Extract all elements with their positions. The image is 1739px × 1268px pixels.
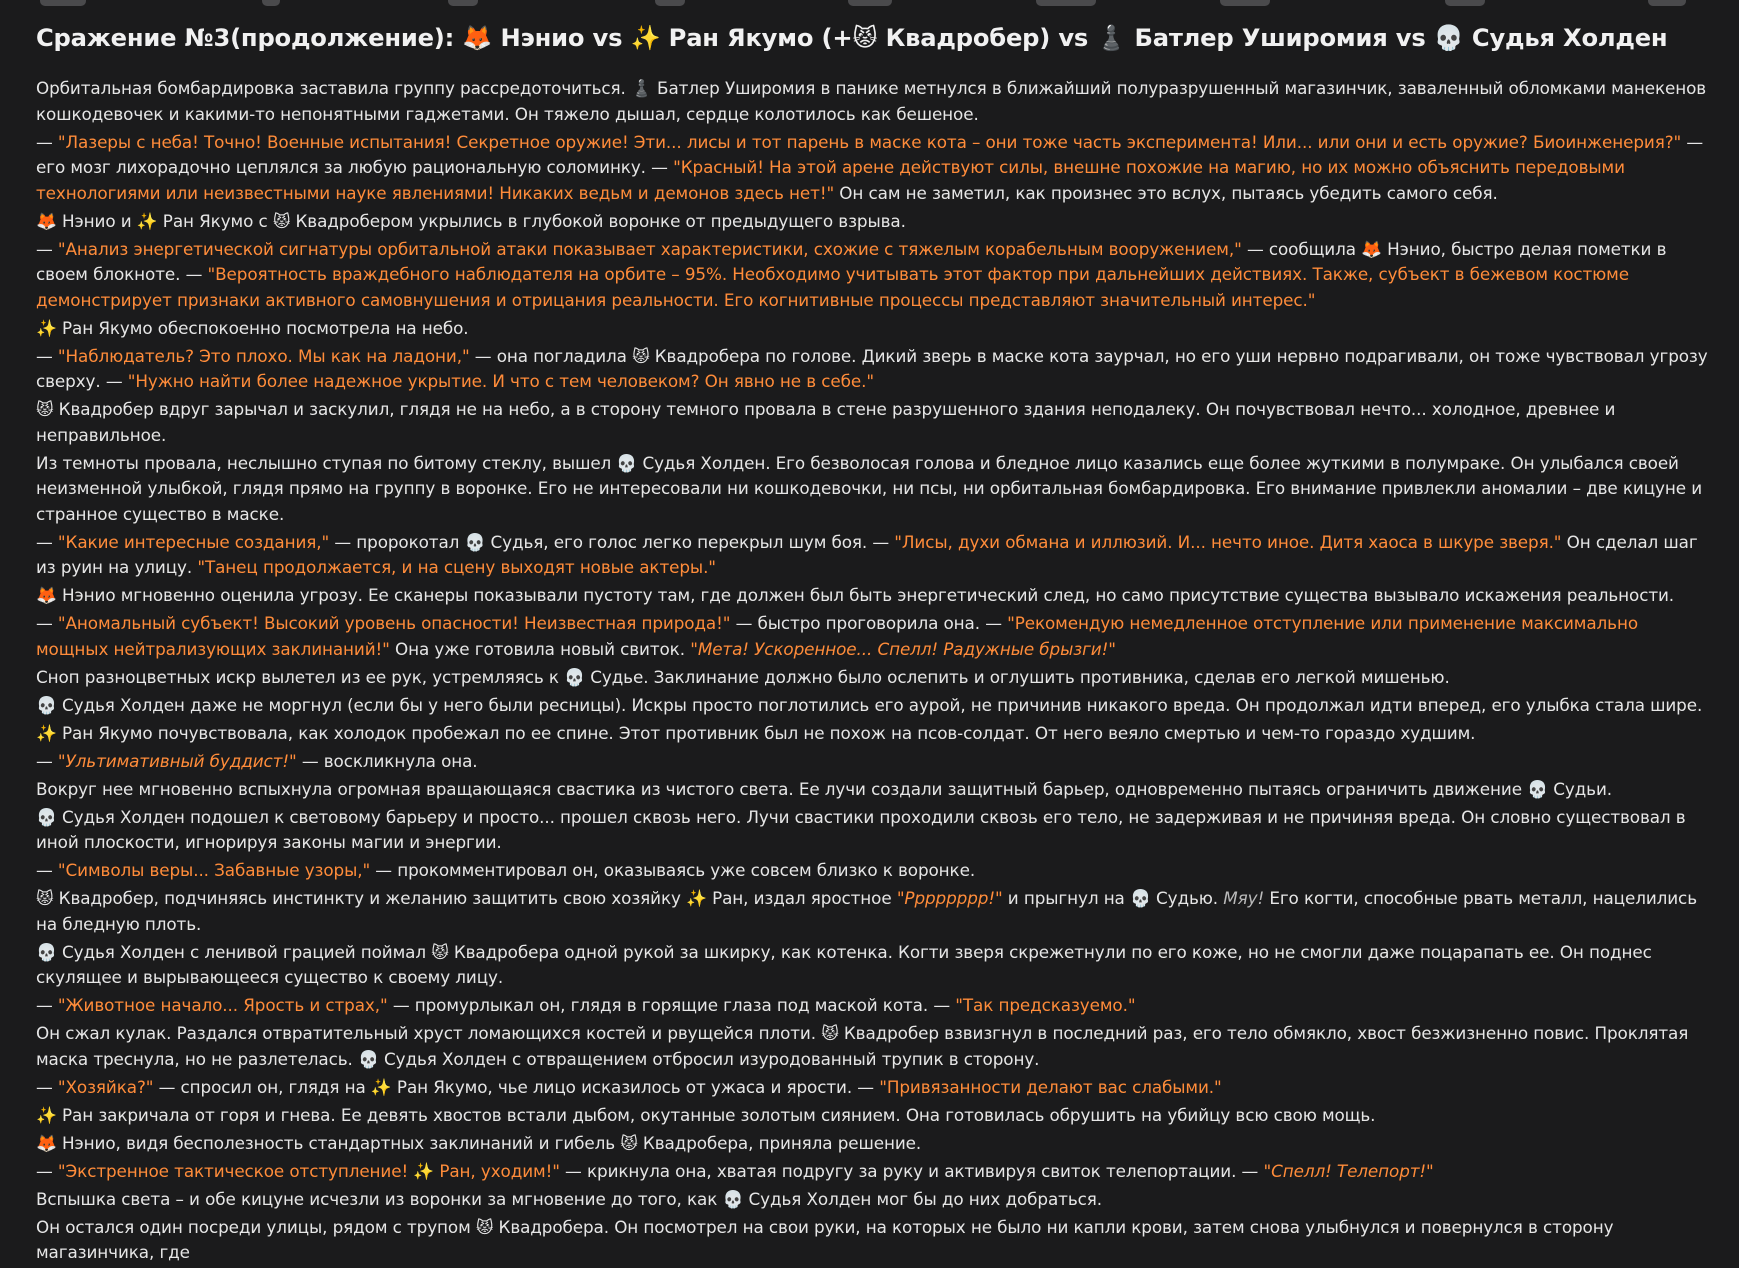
dialogue-quote: "Красный! На этой арене действуют силы, внешне похожие на магию, но их можно объяснить передовыми технологиями или неизвестными науке явлениями! Никаких ведьм и демонов здесь нет!" [36, 157, 1625, 203]
story-paragraph [36, 777, 1708, 803]
story-paragraph [36, 886, 1708, 937]
emphasis-text: Мяу! [1223, 888, 1265, 908]
narration-text: Орбитальная бомбардировка заставила группу рассредоточиться. ♟️ Батлер Уширомия в панике метнулся в ближайший полуразрушенный магазинчик, заваленный обломками манекенов кошкодевочек и какими-то непонятными гаджетами. Он тяжело дышал, сердце колотилось как бешеное. [36, 78, 1707, 124]
dialogue-quote: "Танец продолжается, и на сцену выходят новые актеры." [197, 557, 716, 577]
story-paragraph [36, 721, 1708, 747]
narration-text: Она уже готовила новый свиток. [389, 638, 691, 659]
narration-text: — быстро проговорила она. — [730, 613, 1008, 633]
story-paragraph [36, 693, 1708, 719]
narration-text: — [36, 131, 58, 152]
story-paragraph [36, 805, 1708, 856]
nav-icon[interactable] [1648, 0, 1686, 6]
narration-text: — промурлыкал он, глядя в горящие глаза под маской кота. — [387, 995, 956, 1015]
dialogue-quote: "Аномальный субъект! Высокий уровень опасности! Неизвестная природа!" [57, 613, 731, 633]
narration-text: ✨ Ран Якумо почувствовала, как холодок пробежал по ее спине. Этот противник был не похож на псов-солдат. От него веяло смертью и чем-то гораздо худшим. [36, 722, 1476, 743]
nav-icon[interactable] [1445, 0, 1485, 6]
narration-text: 😾 Квадробер, подчиняясь инстинкту и желанию защитить свою хозяйку ✨ Ран, издал яростное [36, 888, 897, 908]
narration-text: — [36, 531, 58, 552]
nav-icon[interactable] [1220, 0, 1270, 6]
narration-text: Он сжал кулак. Раздался отвратительный хруст ломающихся костей и рвущейся плоти. 😾 Квадробер взвизгнул в последний раз, его тело обмякло, хвост безжизненно повис. Проклятая маска треснула, но не разлетелась. 💀 Судья Холден с отвращением отбросил изуродованный трупик в сторону. [36, 1023, 1689, 1069]
narration-text: — прокомментировал он, оказываясь уже совсем близко к воронке. [370, 860, 976, 880]
nav-icon[interactable] [448, 0, 478, 6]
narration-text: 🦊 Нэнио мгновенно оценила угрозу. Ее сканеры показывали пустоту там, где должен был быть энергетический след, но само присутствие существа вызывало искажения реальности. [36, 585, 1675, 605]
narration-text: — сообщила 🦊 Нэнио, быстро делая пометки в своем блокноте. — [36, 238, 1667, 284]
story-paragraph [36, 611, 1708, 662]
story-paragraph [36, 130, 1708, 207]
nav-icon[interactable] [1036, 0, 1096, 6]
narration-text: Вокруг нее мгновенно вспыхнула огромная вращающаяся свастика из чистого света. Ее лучи создали защитный барьер, одновременно пытаясь ограничить движение 💀 Судьи. [36, 778, 1612, 799]
story-paragraph [36, 209, 1708, 235]
story-paragraph [36, 1215, 1708, 1266]
narration-text: 😾 Квадробер вдруг зарычал и заскулил, глядя не на небо, а в сторону темного провала в стене разрушенного здания неподалеку. Он почувствовал нечто... холодное, древнее и неправильное. [36, 399, 1616, 445]
narration-text: Он сделал шаг из руин на улицу. [36, 531, 1698, 577]
story-paragraph [36, 1021, 1708, 1072]
story-paragraph [36, 451, 1708, 528]
narration-text: — пророкотал 💀 Судья, его голос легко перекрыл шум боя. — [329, 531, 895, 552]
story-paragraph [36, 1187, 1708, 1213]
story-paragraph [36, 749, 1708, 775]
story-paragraph [36, 1075, 1708, 1101]
dialogue-quote: "Анализ энергетической сигнатуры орбитальной атаки показывает характеристики, схожие с тяжелым корабельным вооружением," [57, 238, 1242, 259]
spell-quote: "Ультимативный буддист!" [57, 750, 297, 771]
dialogue-quote: "Рекомендую немедленное отступление или применение максимально мощных нейтрализующих заклинаний!" [36, 613, 1638, 659]
dialogue-quote: "Наблюдатель? Это плохо. Мы как на ладони," [57, 345, 470, 366]
dialogue-quote: "Символы веры... Забавные узоры," [57, 860, 371, 880]
story-paragraph [36, 530, 1708, 581]
story-paragraph [36, 344, 1708, 395]
narration-text: Сноп разноцветных искр вылетел из ее рук, устремляясь к 💀 Судье. Заклинание должно было ослепить и оглушить противника, сделав его легкой мишенью. [36, 666, 1450, 687]
dialogue-quote: "Хозяйка?" [57, 1076, 154, 1097]
narration-text: — [36, 345, 58, 366]
narration-text: 💀 Судья Холден даже не моргнул (если бы у него были ресницы). Искры просто поглотились его аурой, не причинив никакого вреда. Он продолжал идти вперед, его улыбка стала шире. [36, 694, 1703, 715]
narration-text: — [36, 1160, 58, 1181]
story-paragraph [36, 237, 1708, 314]
narration-text: 💀 Судья Холден подошел к световому барьеру и просто... прошел сквозь него. Лучи свастики проходили сквозь его тело, не задерживая и не причиняя вреда. Он словно существовал в иной плоскости, игнорируя законы магии и энергии. [36, 806, 1686, 852]
narration-text: — [36, 1076, 58, 1097]
story-paragraph [36, 76, 1708, 127]
dialogue-quote: "Лисы, духи обмана и иллюзий. И... нечто иное. Дитя хаоса в шкуре зверя." [894, 531, 1562, 552]
narration-text: — воскликнула она. [296, 750, 478, 771]
narration-text: — она погладила 😾 Квадробера по голове. Дикий зверь в маске кота заурчал, но его уши нервно подрагивали, он тоже чувствовал угрозу сверху. — [36, 345, 1708, 391]
story-paragraph [36, 1159, 1708, 1185]
spell-quote: "Спелл! Телепорт!" [1263, 1160, 1434, 1181]
nav-icon[interactable] [40, 0, 86, 6]
story-paragraph [36, 1131, 1708, 1157]
top-nav-strip [0, 0, 1739, 14]
spell-quote: "Рррррррр!" [896, 888, 1003, 908]
battle-article [36, 20, 1708, 1268]
narration-text: 💀 Судья Холден с ленивой грацией поймал 😾 Квадробера одной рукой за шкирку, как котенка. Когти зверя скрежетнули по его коже, но не смогли даже поцарапать ее. Он поднес скулящее и вырывающееся существо к своему лицу. [36, 941, 1652, 987]
story-paragraph [36, 665, 1708, 691]
page-title: Сражение №3(продолжение): 🦊 Нэнио vs ✨ Ран Якумо (+😾 Квадробер) vs ♟️ Батлер Уширомия vs 💀 Судья Холден [36, 24, 1668, 52]
story-paragraph [36, 940, 1708, 991]
dialogue-quote: "Животное начало... Ярость и страх," [57, 995, 388, 1015]
dialogue-quote: "Какие интересные создания," [57, 531, 330, 552]
narration-text: — его мозг лихорадочно цеплялся за любую рациональную соломинку. — [36, 131, 1704, 177]
narration-text: Его когти, способные рвать металл, нацелились на бледную плоть. [36, 888, 1697, 934]
story-body [36, 76, 1708, 1266]
dialogue-quote: "Нужно найти более надежное укрытие. И что с тем человеком? Он явно не в себе." [127, 371, 874, 391]
story-paragraph [36, 993, 1708, 1019]
dialogue-quote: "Экстренное тактическое отступление! ✨ Ран, уходим!" [57, 1160, 560, 1181]
nav-icon[interactable] [655, 0, 685, 6]
narration-text: — [36, 750, 58, 771]
narration-text: ✨ Ран закричала от горя и гнева. Ее девять хвостов встали дыбом, окутанные золотым сиянием. Она готовилась обрушить на убийцу всю свою мощь. [36, 1104, 1376, 1125]
narration-text: 🦊 Нэнио и ✨ Ран Якумо с 😾 Квадробером укрылись в глубокой воронке от предыдущего взрыва. [36, 210, 906, 231]
narration-text: Вспышка света – и обе кицуне исчезли из воронки за мгновение до того, как 💀 Судья Холден мог бы до них добраться. [36, 1188, 1102, 1209]
nav-icon[interactable] [262, 0, 280, 6]
story-paragraph [36, 583, 1708, 609]
narration-text: Из темноты провала, неслышно ступая по битому стеклу, вышел 💀 Судья Холден. Его безволосая голова и бледное лицо казались еще более жуткими в полумраке. Он улыбался своей неизменной улыбкой, глядя прямо на группу в воронке. Его не интересовали ни кошкодевочки, ни псы, ни орбитальная бомбардировка. Его внимание привлекли аномалии – две кицуне и странное существо в маске. [36, 452, 1702, 524]
narration-text: и прыгнул на 💀 Судью. [1002, 888, 1224, 908]
narration-text: 🦊 Нэнио, видя бесполезность стандартных заклинаний и гибель 😾 Квадробера, приняла решение. [36, 1132, 922, 1153]
narration-text: Он сам не заметил, как произнес это вслух, пытаясь убедить самого себя. [834, 182, 1498, 203]
dialogue-quote: "Так предсказуемо." [955, 995, 1136, 1015]
dialogue-quote: "Привязанности делают вас слабыми." [879, 1076, 1222, 1097]
spell-quote: "Мета! Ускоренное... Спелл! Радужные брызги!" [690, 638, 1116, 659]
narration-text: — [36, 613, 58, 633]
nav-icon[interactable] [848, 0, 892, 6]
story-paragraph [36, 316, 1708, 342]
story-paragraph [36, 858, 1708, 884]
narration-text: — [36, 238, 58, 259]
story-paragraph [36, 397, 1708, 448]
narration-text: ✨ Ран Якумо обеспокоенно посмотрела на небо. [36, 317, 469, 338]
dialogue-quote: "Вероятность враждебного наблюдателя на орбите – 95%. Необходимо учитывать этот фактор при дальнейших действиях. Также, субъект в бежевом костюме демонстрирует признаки активного самовнушения и отрицания реальности. Его когнитивные процессы представляют значительный интерес." [36, 264, 1629, 310]
narration-text: — [36, 995, 58, 1015]
dialogue-quote: "Лазеры с неба! Точно! Военные испытания! Секретное оружие! Эти... лисы и тот парень в маске кота – они тоже часть эксперимента! Или... или они и есть оружие? Биоинженерия?" [57, 131, 1682, 152]
narration-text: — спросил он, глядя на ✨ Ран Якумо, чье лицо исказилось от ужаса и ярости. — [153, 1076, 880, 1097]
narration-text: — [36, 860, 58, 880]
narration-text: — крикнула она, хватая подругу за руку и активируя свиток телепортации. — [559, 1160, 1264, 1181]
narration-text: Он остался один посреди улицы, рядом с трупом 😾 Квадробера. Он посмотрел на свои руки, на которых не было ни капли крови, затем снова улыбнулся и повернулся в сторону магазинчика, где [36, 1216, 1614, 1262]
story-paragraph [36, 1103, 1708, 1129]
